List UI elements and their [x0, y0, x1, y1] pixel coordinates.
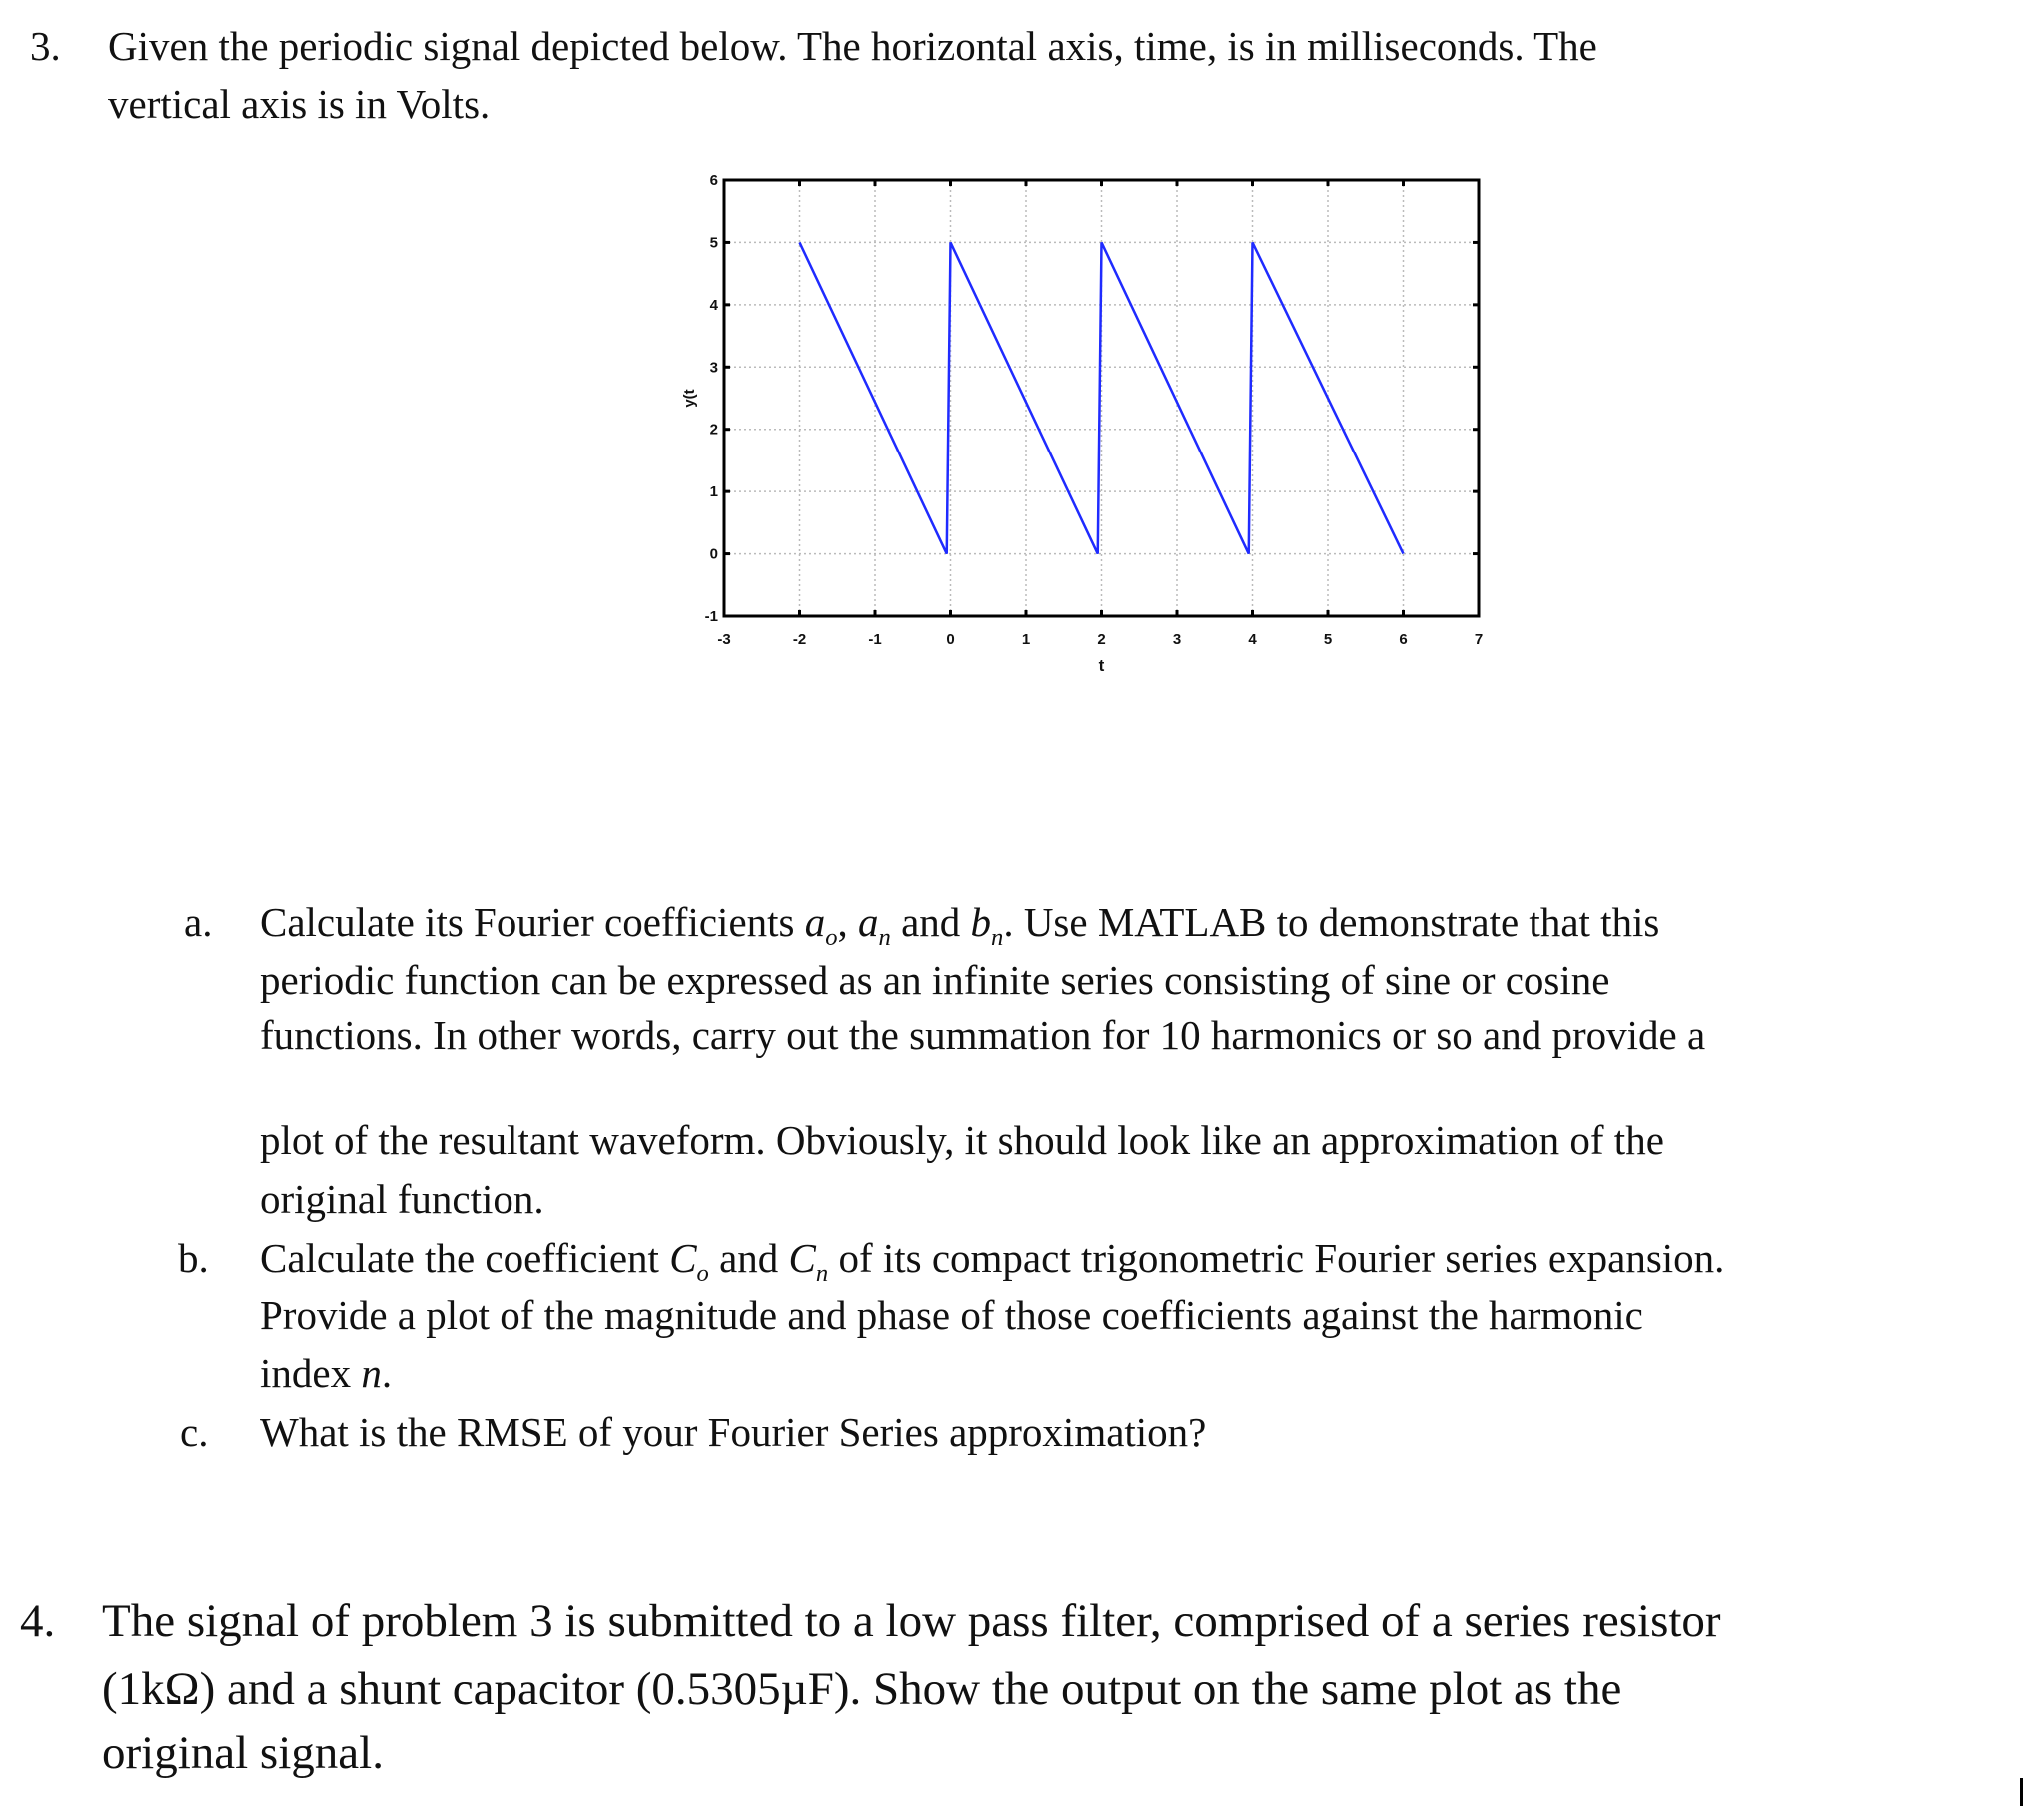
problem-4-line-2: (1kΩ) and a shunt capacitor (0.5305µF). Show the output on the same plot as the: [102, 1666, 1621, 1713]
problem-3-number: 3.: [30, 26, 61, 67]
y-axis-label: y(t: [681, 389, 698, 407]
part-c-label: c.: [180, 1412, 208, 1453]
subscript: o: [697, 1260, 709, 1287]
y-tick-label: 5: [710, 234, 718, 251]
part-a-label: a.: [184, 902, 212, 943]
text: C: [789, 1235, 816, 1281]
a0-symbol: [805, 899, 838, 945]
part-b-line-3: [260, 1354, 392, 1394]
cn-symbol: [789, 1235, 829, 1281]
n-symbol: n: [361, 1351, 382, 1396]
y-tick-label: 3: [710, 359, 718, 376]
subscript: n: [991, 924, 1003, 951]
part-a-line-2: periodic function can be expressed as an infinite series consisting of sine or cosine: [260, 960, 1609, 1001]
text-cursor: [2020, 1778, 2023, 1806]
part-c-text: What is the RMSE of your Fourier Series approximation?: [260, 1412, 1206, 1453]
text: a: [858, 899, 879, 945]
text: and: [709, 1235, 789, 1281]
x-tick-label: -3: [717, 631, 730, 648]
y-tick-label: 2: [710, 422, 718, 439]
x-tick-label: 5: [1324, 631, 1332, 648]
text: of its compact trigonometric Fourier series expansion.: [828, 1235, 1724, 1281]
x-tick-label: 2: [1097, 631, 1105, 648]
an-symbol: [858, 899, 891, 945]
x-tick-label: 7: [1475, 631, 1483, 648]
part-b-label: b.: [178, 1238, 209, 1279]
c0-symbol: [669, 1235, 709, 1281]
problem-3-line-1: Given the periodic signal depicted below. The horizontal axis, time, is in milliseconds. The: [108, 26, 1597, 67]
text: ,: [838, 899, 859, 945]
y-tick-label: 6: [710, 172, 718, 189]
part-a-line-1: [260, 902, 1659, 951]
y-tick-label: 0: [710, 546, 718, 563]
text: C: [669, 1235, 696, 1281]
bn-symbol: [971, 899, 1004, 945]
text: b: [971, 899, 992, 945]
part-a-line-5: original function.: [260, 1179, 544, 1220]
y-tick-label: 1: [710, 483, 718, 500]
y-tick-label: -1: [705, 608, 718, 625]
part-b-line-1: [260, 1238, 1724, 1287]
text: .: [382, 1351, 392, 1396]
x-tick-label: -1: [868, 631, 881, 648]
x-tick-label: 3: [1173, 631, 1181, 648]
y-tick-label: 4: [710, 297, 719, 314]
x-tick-label: 4: [1248, 631, 1257, 648]
subscript: n: [879, 924, 891, 951]
text: a: [805, 899, 826, 945]
x-tick-label: 1: [1022, 631, 1030, 648]
text: Calculate its Fourier coefficients: [260, 899, 805, 945]
sawtooth-chart: [679, 160, 1519, 839]
subscript: o: [825, 924, 837, 951]
problem-4-line-1: The signal of problem 3 is submitted to a low pass filter, comprised of a series resistor: [102, 1598, 1721, 1645]
problem-3-line-2: vertical axis is in Volts.: [108, 84, 490, 125]
text: index: [260, 1351, 361, 1396]
text: and: [891, 899, 971, 945]
problem-4-line-3: original signal.: [102, 1730, 384, 1777]
text: Calculate the coefficient: [260, 1235, 669, 1281]
x-tick-label: 0: [946, 631, 954, 648]
part-a-line-3: functions. In other words, carry out the summation for 10 harmonics or so and provide a: [260, 1015, 1705, 1056]
text: . Use MATLAB to demonstrate that this: [1003, 899, 1659, 945]
x-tick-label: 6: [1399, 631, 1407, 648]
problem-4-number: 4.: [20, 1598, 55, 1645]
part-b-line-2: Provide a plot of the magnitude and phase of those coefficients against the harmonic: [260, 1295, 1643, 1336]
part-a-line-4: plot of the resultant waveform. Obviously, it should look like an approximation of the: [260, 1120, 1664, 1161]
subscript: n: [816, 1260, 828, 1287]
x-tick-label: -2: [793, 631, 806, 648]
x-axis-label: t: [1099, 656, 1105, 675]
